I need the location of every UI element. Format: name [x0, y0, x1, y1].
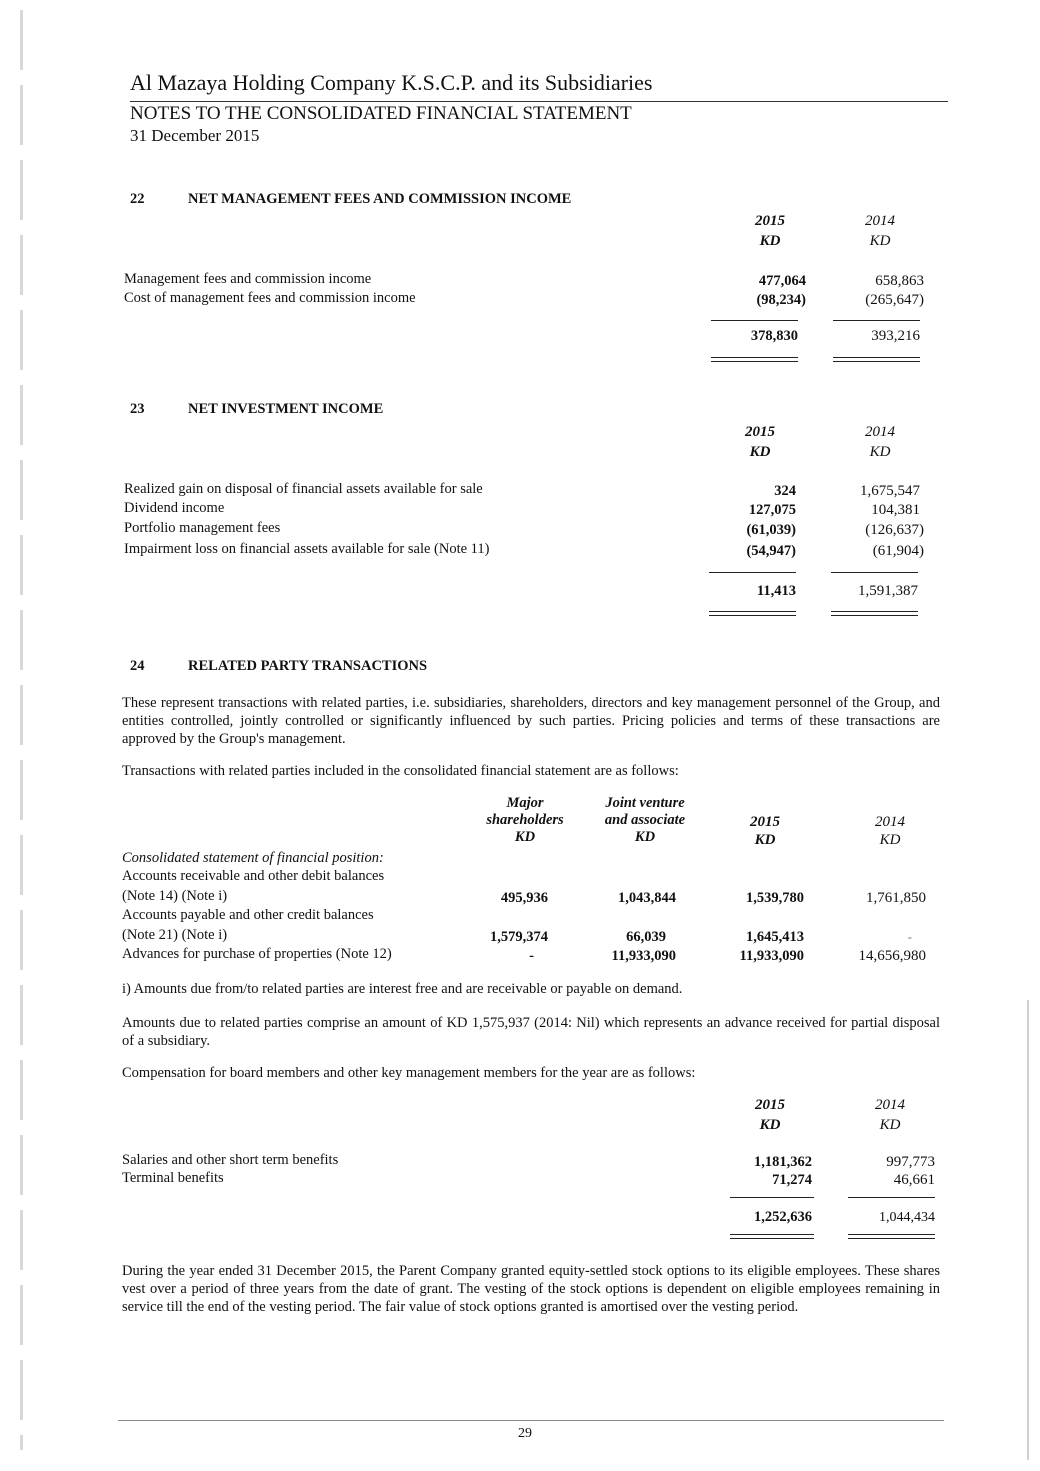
rp-row-label: Accounts receivable and other debit balances [122, 868, 385, 884]
rp-header-jv-2: and associate [604, 812, 686, 828]
rp-row-2014: 1,761,850 [866, 890, 926, 906]
note-22-unit-2014: KD [869, 233, 891, 249]
note-23-row-label: Realized gain on disposal of financial assets available for sale [124, 481, 483, 497]
note-22-total-double-rule-2014 [833, 357, 920, 362]
note-23-title: NET INVESTMENT INCOME [188, 401, 384, 417]
comp-total-2014: 1,044,434 [879, 1210, 935, 1225]
rp-header-2015: 2015 [750, 814, 780, 830]
note-23-unit-2014: KD [869, 444, 891, 460]
note-23-total-double-rule-2015 [709, 611, 796, 616]
footer-rule [118, 1420, 944, 1421]
page-number: 29 [518, 1426, 532, 1441]
note-22-row-2014: (265,647) [865, 292, 924, 308]
note-23-row-2015: (61,039) [746, 522, 796, 538]
comp-row-label: Terminal benefits [122, 1170, 224, 1186]
comp-row-2015: 1,181,362 [754, 1154, 812, 1170]
rp-row-label-note: (Note 14) (Note i) [122, 888, 228, 904]
note-23-row-2014: (61,904) [872, 543, 924, 559]
header-rule [130, 101, 948, 102]
note-23-row-2015: 127,075 [748, 502, 796, 518]
note-23-row-2015: (54,947) [746, 543, 796, 559]
note-22-total-2015: 378,830 [750, 328, 798, 344]
note-23-row-label: Dividend income [124, 500, 225, 516]
note-22-col-2015: 2015 [755, 213, 785, 229]
note-22-total-2014: 393,216 [871, 328, 920, 344]
note-22-row-2015: 477,064 [758, 273, 806, 289]
note-22-subtotal-rule-2015 [711, 320, 798, 321]
note-23-col-2014: 2014 [865, 424, 895, 440]
rp-row-major: - [529, 948, 534, 964]
note-24-stock-options-paragraph: During the year ended 31 December 2015, the Parent Company granted equity-settled stock options to its eligible employees. These shares vest over a period of three years from the date of grant. The vesting of the stock options is dependent on eligible employees remaining in service till the end of the vesting period. The fair value of stock options granted is amortised over the vesting period. [122, 1263, 940, 1315]
comp-subtotal-rule-2015 [730, 1197, 814, 1198]
note-24-intro-paragraph: These represent transactions with related parties, i.e. subsidiaries, shareholders, directors and key management personnel of the Group, and entities controlled, jointly controlled or significantly influenced by such parties. Pricing policies and terms of these transactions are approved by the Group's management. [122, 695, 940, 747]
note-22-col-2014: 2014 [865, 213, 895, 229]
note-23-row-2014: 1,675,547 [860, 483, 920, 499]
note-22-total-double-rule-2015 [711, 357, 798, 362]
note-23-row-2014: (126,637) [865, 522, 924, 538]
rp-row-jv: 11,933,090 [611, 948, 676, 964]
note-22-unit-2015: KD [759, 233, 781, 249]
rp-row-2014: 14,656,980 [858, 948, 926, 964]
note-22-row-label: Cost of management fees and commission income [124, 290, 416, 306]
comp-col-2014: 2014 [875, 1097, 905, 1113]
comp-row-label: Salaries and other short term benefits [122, 1152, 339, 1168]
note-23-row-2015: 324 [774, 483, 796, 499]
note-22-row-label: Management fees and commission income [124, 271, 372, 287]
note-24-number: 24 [130, 658, 145, 674]
note-23-subtotal-rule-2015 [709, 572, 796, 573]
note-24-transactions-intro: Transactions with related parties included in the consolidated financial statement are as follows: [122, 763, 679, 779]
comp-total-double-rule-2015 [730, 1234, 814, 1239]
note-22-row-2015: (98,234) [756, 292, 806, 308]
note-23-col-2015: 2015 [745, 424, 775, 440]
comp-unit-2014: KD [879, 1117, 901, 1133]
note-24-title: RELATED PARTY TRANSACTIONS [188, 658, 428, 674]
note-23-row-label: Portfolio management fees [124, 520, 281, 536]
statement-date: 31 December 2015 [130, 126, 260, 145]
note-22-number: 22 [130, 191, 145, 207]
note-23-total-2015: 11,413 [756, 583, 796, 599]
comp-row-2015: 71,274 [772, 1172, 812, 1188]
statement-title: NOTES TO THE CONSOLIDATED FINANCIAL STATEMENT [130, 103, 632, 124]
rp-header-jv-3: KD [634, 829, 656, 845]
note-23-subtotal-rule-2014 [831, 572, 918, 573]
comp-row-2014: 46,661 [893, 1172, 935, 1188]
rp-row-jv: 66,039 [626, 929, 666, 945]
rp-row-2015: 1,645,413 [746, 929, 804, 945]
rp-row-jv: 1,043,844 [618, 890, 676, 906]
note-22-row-2014: 658,863 [875, 273, 924, 289]
rp-row-label-note: (Note 21) (Note i) [122, 927, 228, 943]
rp-row-2015: 11,933,090 [739, 948, 804, 964]
scan-edge-right [1027, 1000, 1029, 1460]
comp-unit-2015: KD [759, 1117, 781, 1133]
rp-header-2015-unit: KD [754, 832, 776, 848]
comp-row-2014: 997,773 [886, 1154, 935, 1170]
comp-total-2015: 1,252,636 [754, 1209, 812, 1225]
rp-header-2014-unit: KD [879, 832, 901, 848]
note-23-number: 23 [130, 401, 145, 417]
note-22-title: NET MANAGEMENT FEES AND COMMISSION INCOME [188, 191, 572, 207]
note-23-row-2014: 104,381 [871, 502, 920, 518]
rp-header-major-3: KD [514, 829, 536, 845]
note-24-compensation-intro: Compensation for board members and other key management members for the year are as follows: [122, 1065, 696, 1081]
rp-header-major-2: shareholders [486, 812, 564, 828]
rp-header-jv-1: Joint venture [605, 795, 685, 811]
rp-header-2014: 2014 [875, 814, 905, 830]
rp-section-label: Consolidated statement of financial position: [122, 850, 384, 866]
note-22-subtotal-rule-2014 [833, 320, 920, 321]
note-23-unit-2015: KD [749, 444, 771, 460]
comp-col-2015: 2015 [755, 1097, 785, 1113]
rp-row-label: Accounts payable and other credit balances [122, 907, 374, 923]
note-23-total-double-rule-2014 [831, 611, 918, 616]
rp-footnote-i: i) Amounts due from/to related parties are interest free and are receivable or payable on demand. [122, 981, 683, 997]
comp-subtotal-rule-2014 [848, 1197, 935, 1198]
rp-row-major: 1,579,374 [490, 929, 548, 945]
rp-row-major: 495,936 [500, 890, 548, 906]
scan-edge-left [20, 10, 23, 1450]
note-23-total-2014: 1,591,387 [858, 583, 918, 599]
note-23-row-label: Impairment loss on financial assets available for sale (Note 11) [124, 541, 490, 557]
note-24-advance-paragraph: Amounts due to related parties comprise an amount of KD 1,575,937 (2014: Nil) which represents an advance received for partial disposal of a subsidiary. [122, 1015, 940, 1049]
rp-header-major-1: Major [506, 795, 544, 811]
rp-row-2015: 1,539,780 [746, 890, 804, 906]
company-name: Al Mazaya Holding Company K.S.C.P. and its Subsidiaries [130, 70, 653, 95]
comp-total-double-rule-2014 [848, 1234, 935, 1239]
rp-row-2014: - [907, 929, 912, 944]
rp-row-label: Advances for purchase of properties (Note 12) [122, 946, 392, 962]
